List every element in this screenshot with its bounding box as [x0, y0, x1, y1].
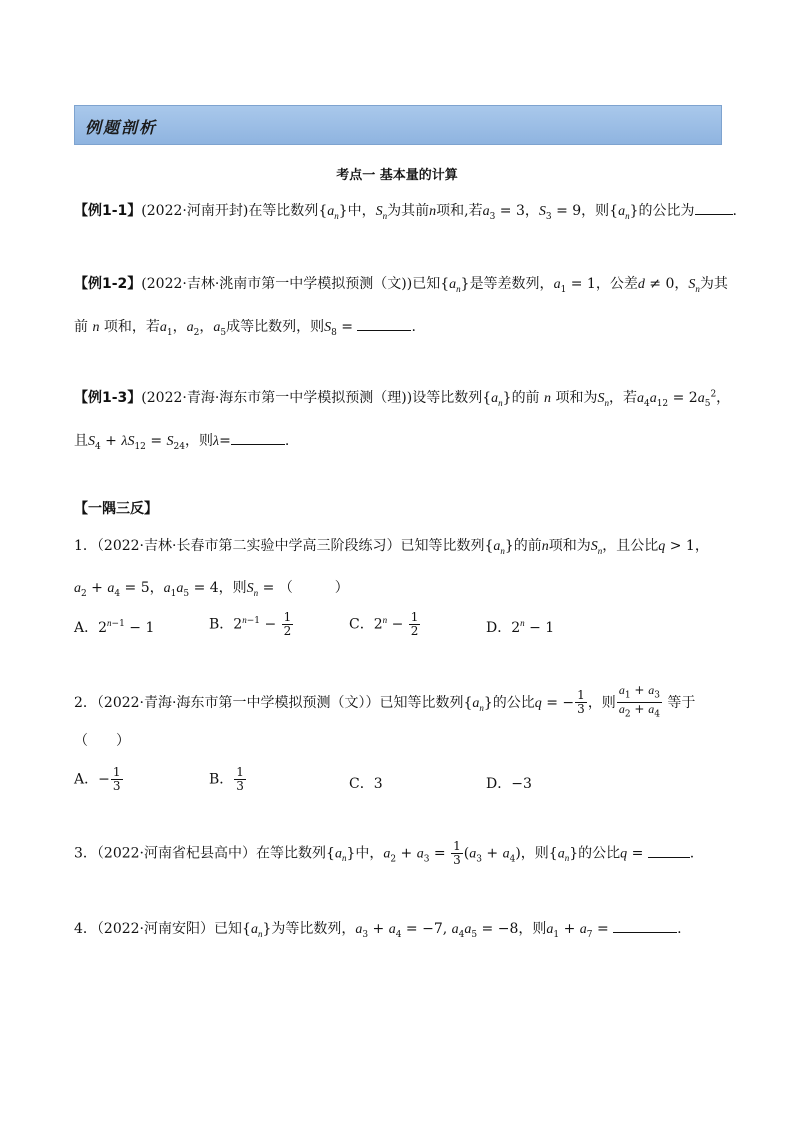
example-source: (2022·青海·海东市第一中学模拟预测（理)): [141, 390, 413, 406]
example-tag: 【例1-3】: [74, 390, 142, 406]
example-tag: 【例1-1】: [74, 203, 142, 219]
question-2-option-c[interactable]: C．3: [349, 776, 383, 792]
example-1-1: 【例1-1】(2022·河南开封)在等比数列$\{a_n\}$中，$S_n$为其前n项和,若$a_3 = 3$，$S_3 = 9$，则$\{a_n\}$的公比为 .: [74, 203, 737, 222]
question-source: （2022·河南安阳）: [96, 921, 215, 937]
question-4: 4．（2022·河南安阳）已知$\{a_n\}$为等比数列，$a_3 + a_4 = -7$, $a_4a_5 = -8$，则$a_1 + a_7$ = .: [74, 921, 682, 940]
question-number: 2．: [74, 694, 97, 711]
question-2-option-d[interactable]: D．−3: [486, 776, 532, 792]
question-number: 4．: [74, 921, 97, 937]
question-source: （2022·吉林·长春市第二实验中学高三阶段练习）: [96, 538, 401, 554]
question-1-option-c[interactable]: C．$2^n$ − $\frac{1}{2}$: [349, 610, 419, 638]
answer-blank[interactable]: [695, 202, 733, 215]
example-1-2-line2: 前 n 项和，若$a_1$，$a_2$，$a_5$成等比数列，则$S_8$ = .: [74, 319, 416, 338]
question-source: （2022·河南省杞县高中）: [96, 845, 257, 862]
example-tag: 【例1-2】: [74, 276, 142, 292]
banner-title: 例题剖析: [85, 118, 158, 137]
question-2-paren: （ ）: [74, 733, 130, 749]
answer-blank[interactable]: [613, 920, 677, 933]
answer-blank[interactable]: [231, 432, 285, 445]
question-1-option-d[interactable]: D．$2^n - 1$: [486, 618, 555, 636]
answer-blank[interactable]: [648, 845, 690, 858]
section-title: 考点一 基本量的计算: [336, 168, 458, 183]
question-number: 1．: [74, 538, 97, 554]
question-1: 1．（2022·吉林·长春市第二实验中学高三阶段练习）已知等比数列$\{a_n\}$的前n项和为$S_n$，且公比q > 1，: [74, 538, 709, 556]
example-source: (2022·河南开封): [141, 203, 249, 219]
question-source: （2022·青海·海东市第一中学模拟预测（文））: [96, 694, 380, 711]
example-source: (2022·吉林·洮南市第一中学模拟预测（文)): [141, 276, 413, 292]
example-1-3: 【例1-3】(2022·青海·海东市第一中学模拟预测（理))设等比数列$\{a_n\}$的前 n 项和为$S_n$，若$a_4a_{12} = 2a_5^2$，: [74, 389, 731, 409]
question-2-option-b[interactable]: B． $\frac{1}{3}$: [209, 765, 244, 793]
question-number: 3．: [74, 845, 97, 862]
answer-blank[interactable]: [357, 318, 411, 331]
question-1-option-b[interactable]: B．$2^{n-1}$ − $\frac{1}{2}$: [209, 610, 292, 638]
practice-title: 【一隅三反】: [74, 501, 158, 517]
question-1-option-a[interactable]: A．$2^{n-1} - 1$: [74, 618, 155, 636]
question-3: 3．（2022·河南省杞县高中）在等比数列$\{a_n\}$中，$a_2 + a_3$ = $\frac{1}{3}$ $(a_3 + a_4)$，则$\{a_n\}$的公比q = .: [74, 839, 695, 867]
question-2-option-a[interactable]: A．− $\frac{1}{3}$: [74, 765, 121, 793]
section-banner: [74, 105, 722, 145]
question-2: 2．（2022·青海·海东市第一中学模拟预测（文））已知等比数列$\{a_n\}$的公比q = − $\frac{1}{3}$ ，则 $\frac{a_1 + a_3}{a_2 + a_4}$ 等于: [74, 683, 696, 720]
example-1-2: 【例1-2】(2022·吉林·洮南市第一中学模拟预测（文))已知$\{a_n\}$是等差数列，$a_1 = 1$，公差d ≠ 0，$S_n$为其: [74, 276, 728, 295]
question-1-line2: $a_2 + a_4 = 5$，$a_1a_5 = 4$，则$S_n$ = （ ）: [74, 580, 349, 599]
example-1-3-line2: 且$S_4 + \lambda S_{12} = S_{24}$，则λ= .: [74, 433, 290, 452]
